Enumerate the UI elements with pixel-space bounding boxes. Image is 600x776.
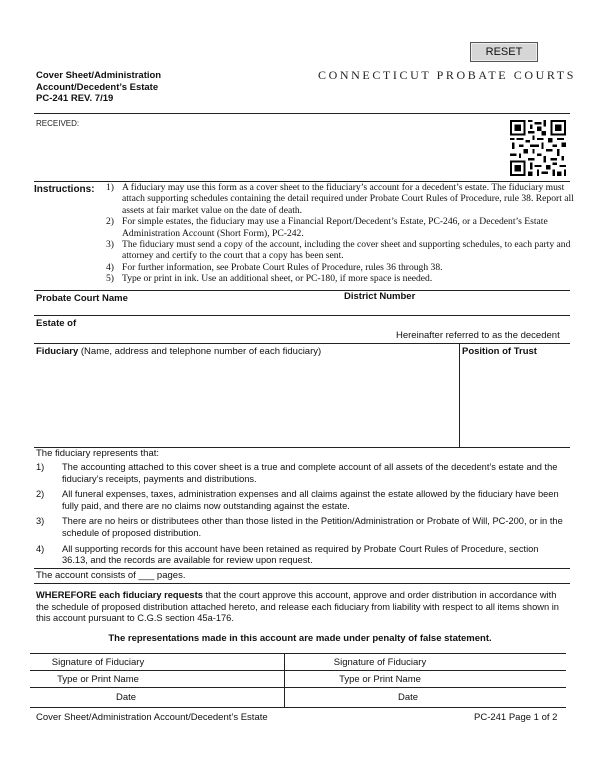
wherefore-bold: WHEREFORE each fiduciary requests: [36, 590, 203, 600]
print-name-right[interactable]: Type or Print Name: [339, 674, 421, 685]
court-name: CONNECTICUT PROBATE COURTS: [318, 68, 577, 82]
wherefore-text: that the court approve this account, approve and order distribution in accordance with the schedule of proposed distribution attached hereto, and release each fiduciary from liability with respect to all items shown in this account pursuant to C.G.S section 45a-176.: [36, 590, 559, 624]
penalty-statement: The representations made in this account are made under penalty of false statement.: [108, 633, 492, 644]
wherefore-paragraph: [36, 590, 570, 625]
received-label: RECEIVED:: [36, 119, 80, 128]
print-name-left[interactable]: Type or Print Name: [57, 674, 139, 685]
reset-button[interactable]: RESET: [470, 42, 538, 62]
instruction-item: [96, 273, 574, 284]
estate-of-field[interactable]: [36, 330, 386, 340]
representation-number: 2): [36, 489, 45, 500]
representation-number: 4): [36, 543, 45, 554]
qr-code-icon: [510, 120, 566, 176]
representation-number: 3): [36, 516, 45, 527]
footer-form-title: Cover Sheet/Administration Account/Decedent’s Estate: [36, 712, 268, 723]
position-of-trust-label: Position of Trust: [462, 346, 537, 357]
fiduciary-top-rule: [34, 343, 570, 344]
representation-item: [36, 516, 566, 539]
fiduciary-label: Fiduciary: [36, 346, 79, 357]
pages-top-rule: [34, 568, 570, 569]
decedent-note: Hereinafter referred to as the decedent: [396, 330, 560, 341]
representation-item: [36, 462, 566, 485]
position-of-trust-field[interactable]: [463, 360, 567, 444]
instruction-item: [96, 182, 574, 216]
footer-page-number: PC-241 Page 1 of 2: [474, 712, 558, 723]
representation-text: The accounting attached to this cover sheet is a true and complete account of all assets of the decedent’s estate and the fiduciary’s receipts, payments and distributions.: [62, 462, 558, 484]
signature-top-rule: [30, 653, 566, 654]
fiduciary-heading: [36, 346, 321, 357]
pages-line: The account consists of ___ pages.: [36, 570, 186, 581]
representation-text: There are no heirs or distributees other than those listed in the Petition/Administration or Probate of Will, PC-200, or in the schedule of proposed distribution.: [62, 516, 563, 538]
form-number: PC-241 REV. 7/19: [36, 93, 114, 104]
form-title-line2: Account/Decedent’s Estate: [36, 81, 159, 93]
instructions-list: [96, 182, 574, 285]
pages-bottom-rule: [34, 583, 570, 584]
instruction-number: 3): [106, 239, 114, 251]
district-number-field[interactable]: [344, 304, 564, 314]
instruction-item: [96, 239, 574, 262]
signature-fiduciary-right[interactable]: Signature of Fiduciary: [333, 657, 427, 668]
representations-list: [36, 462, 566, 571]
instruction-number: 2): [106, 216, 114, 228]
signature-fiduciary-left[interactable]: Signature of Fiduciary: [51, 657, 145, 668]
probate-court-name-field[interactable]: [36, 304, 336, 314]
district-number-label: District Number: [344, 291, 416, 302]
date-right[interactable]: Date: [397, 692, 419, 703]
instruction-number: 4): [106, 261, 114, 273]
received-top-rule: [34, 113, 570, 114]
fiduciary-note: (Name, address and telephone number of each fiduciary): [80, 346, 322, 357]
instruction-item: [96, 216, 574, 239]
estate-top-rule: [34, 315, 570, 316]
representations-intro: The fiduciary represents that:: [36, 448, 160, 459]
date-left[interactable]: Date: [115, 692, 137, 703]
instruction-item: [96, 262, 574, 273]
instruction-text: Type or print in ink. Use an additional sheet, or PC-180, if more space is needed.: [122, 273, 433, 285]
representation-number: 1): [36, 462, 45, 472]
instruction-text: A fiduciary may use this form as a cover sheet to the fiduciary’s account for a decedent’s estate. The fiduciary must attach supporting schedules containing the detail required under Probate Court Rules of Procedure, rule 38. Report all assets at fair market value on the date of death.: [122, 182, 574, 216]
representation-text: All funeral expenses, taxes, administration expenses and all claims against the estate allowed by the fiduciary have been fully paid, and there are no claims now outstanding against the estate.: [62, 489, 559, 511]
instruction-text: For simple estates, the fiduciary may use a Financial Report/Decedent’s Estate, PC-246, or a Decedent’s Estate Administration Account (Short Form), PC-242.: [122, 216, 548, 239]
instruction-text: The fiduciary must send a copy of the account, including the cover sheet and supporting schedules, to each party and attorney and certify to the court that a copy has been sent.: [122, 239, 571, 262]
representation-text: All supporting records for this account have been retained as required by Probate Court Rules of Procedure, section 36.13, and the records are available for review upon request.: [62, 543, 539, 566]
form-title-block: [36, 70, 161, 105]
form-title-line1: Cover Sheet/Administration: [36, 70, 162, 81]
probate-court-name-label: Probate Court Name: [36, 293, 128, 304]
instruction-number: 1): [106, 182, 114, 193]
signature-row2-rule: [30, 687, 566, 688]
instructions-label: Instructions:: [34, 184, 95, 195]
estate-of-label: Estate of: [36, 318, 77, 329]
representation-item: [36, 544, 566, 567]
fiduciary-divider: [459, 343, 460, 447]
fiduciary-field[interactable]: [36, 360, 454, 444]
signature-row1-rule: [30, 670, 566, 671]
court-top-rule: [34, 290, 570, 291]
instruction-number: 5): [106, 273, 114, 285]
representation-item: [36, 489, 566, 512]
signature-bottom-rule: [30, 707, 566, 708]
instruction-text: For further information, see Probate Court Rules of Procedure, rules 36 through 38.: [122, 261, 443, 273]
